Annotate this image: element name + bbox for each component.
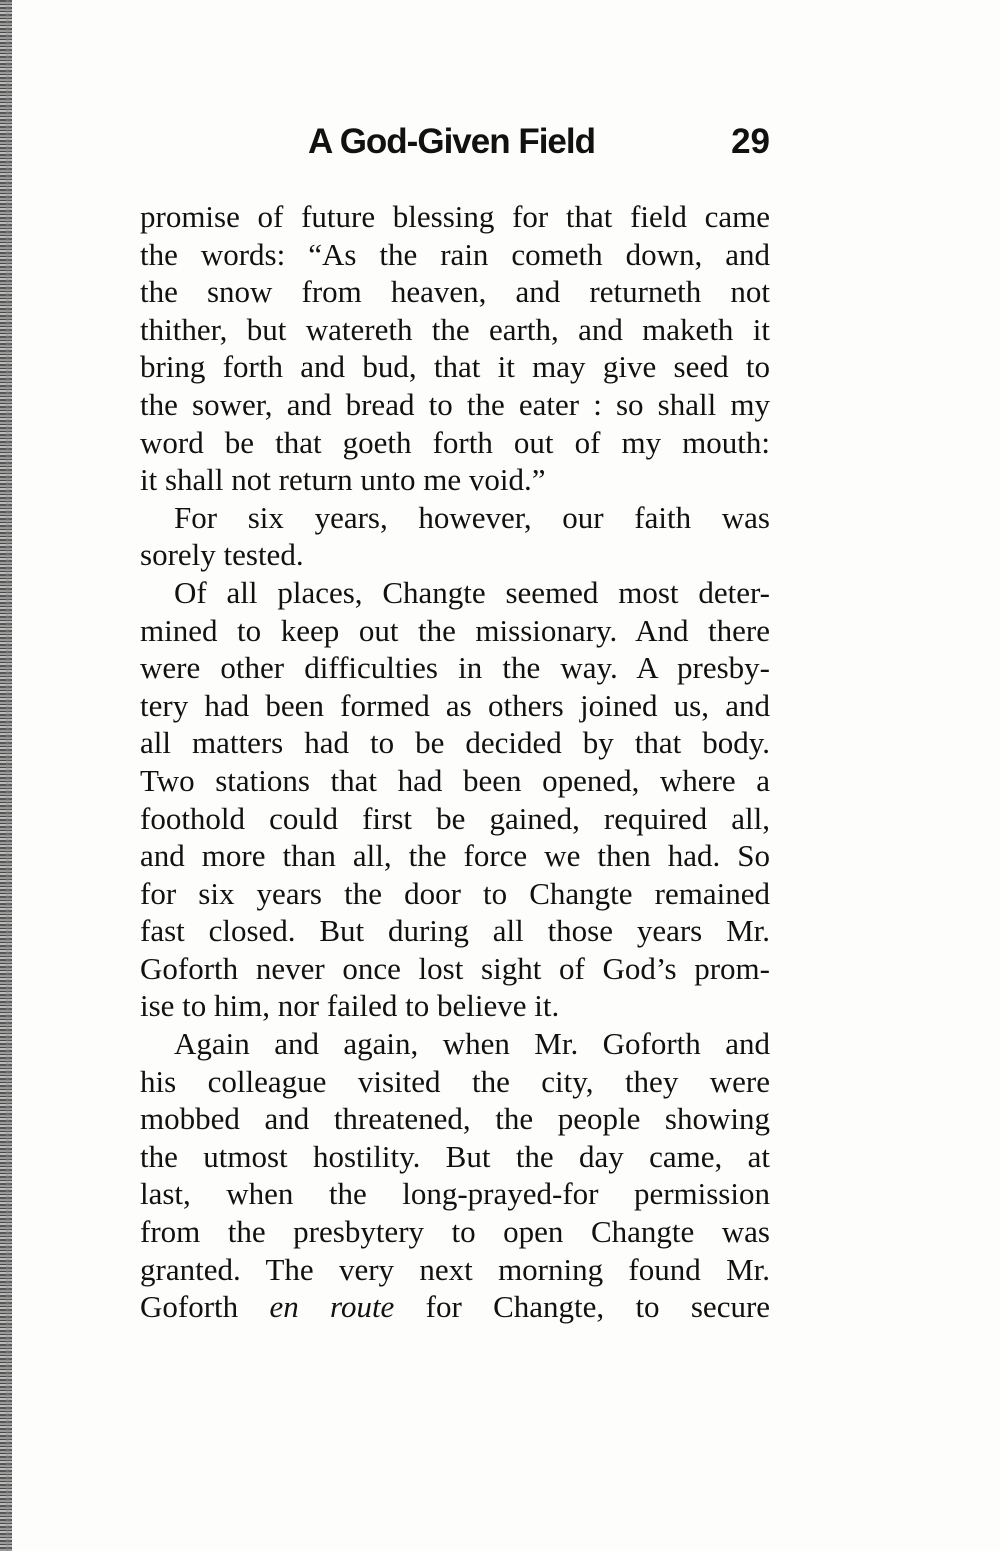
italic-phrase: en route <box>269 1289 395 1325</box>
text-line: promise of future blessing for that field came <box>140 199 770 234</box>
text-line: the snow from heaven, and returneth not <box>140 274 770 310</box>
text-line: word be that goeth forth out of my mouth: <box>140 424 770 460</box>
text-line: tery had been formed as others joined us, and <box>140 687 770 723</box>
paragraph-first-line: Of all places, Changte seemed most deter- <box>174 574 770 610</box>
text-line: last, when the long-prayed-for permission <box>140 1176 770 1212</box>
paragraph-first-line: For six years, however, our faith was <box>174 499 770 535</box>
final-line-end: for Changte, to secure <box>425 1289 771 1325</box>
text-line: all matters had to be decided by that body. <box>140 725 770 761</box>
text-line: sorely tested. <box>140 537 304 573</box>
text-line: Two stations that had been opened, where a <box>140 762 770 798</box>
running-title: A God-Given Field <box>308 122 595 161</box>
text-line: thither, but watereth the earth, and maketh it <box>140 311 770 347</box>
final-line-start: Goforth <box>140 1289 239 1325</box>
page-header <box>140 122 770 172</box>
text-line: ise to him, nor failed to believe it. <box>140 988 560 1024</box>
text-line: mined to keep out the missionary. And there <box>140 612 770 648</box>
text-line: the sower, and bread to the eater : so shall my <box>140 386 770 422</box>
text-line: granted. The very next morning found Mr. <box>140 1251 770 1287</box>
text-line: foothold could first be gained, required all, <box>140 800 770 836</box>
text-line: the utmost hostility. But the day came, at <box>140 1138 770 1174</box>
paragraph-first-line: Again and again, when Mr. Goforth and <box>174 1026 770 1062</box>
text-line: from the presbytery to open Changte was <box>140 1214 770 1250</box>
page-number: 29 <box>731 122 770 161</box>
text-line: were other difficulties in the way. A presby- <box>140 650 770 686</box>
text-line: bring forth and bud, that it may give seed to <box>140 349 770 385</box>
text-line-final <box>140 1288 770 1326</box>
body-text <box>140 198 770 1326</box>
text-line: the words: “As the rain cometh down, and <box>140 236 770 272</box>
text-line: it shall not return unto me void.” <box>140 462 546 498</box>
text-line: fast closed. But during all those years Mr. <box>140 913 770 949</box>
text-line: Goforth never once lost sight of God’s prom- <box>140 950 770 986</box>
scan-binding-edge <box>0 0 12 1551</box>
text-line: and more than all, the force we then had. So <box>140 838 770 874</box>
text-line: mobbed and threatened, the people showing <box>140 1101 770 1137</box>
text-line: for six years the door to Changte remained <box>140 875 770 911</box>
text-line: his colleague visited the city, they were <box>140 1063 770 1099</box>
